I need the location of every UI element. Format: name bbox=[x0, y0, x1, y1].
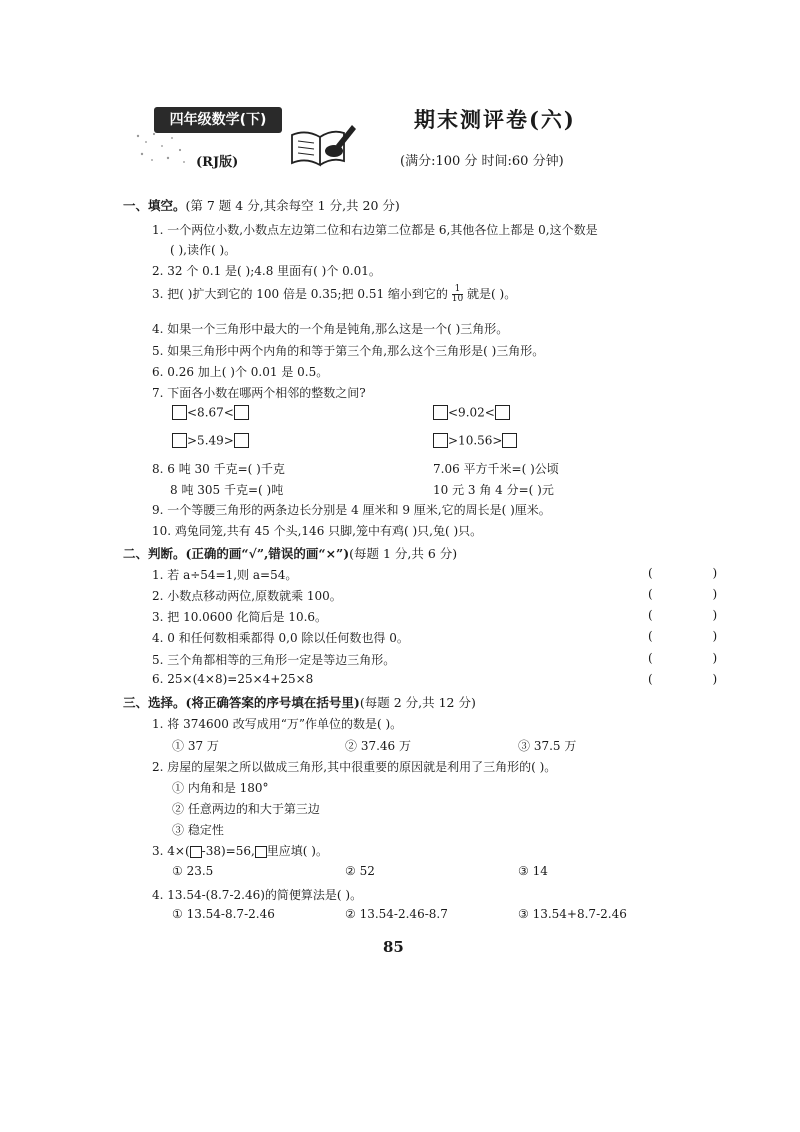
inequality-text: <8.67< bbox=[187, 405, 234, 420]
section-choice-heading bbox=[123, 693, 476, 711]
section-note: (每题 1 分,共 6 分) bbox=[349, 546, 458, 561]
question-3-text-b: 就是( )。 bbox=[467, 287, 517, 301]
answer-box bbox=[172, 405, 187, 420]
answer-box bbox=[502, 433, 517, 448]
answer-box bbox=[433, 405, 448, 420]
question-10: 10. 鸡兔同笼,共有 45 个头,146 只脚,笼中有鸡( )只,兔( )只。 bbox=[152, 524, 483, 538]
section-title: 三、选择。 bbox=[123, 695, 186, 710]
answer-paren: ( ) bbox=[648, 629, 746, 643]
option-1: ① 37 万 bbox=[172, 739, 219, 753]
fraction-denominator: 10 bbox=[451, 294, 464, 304]
score-time-info: (满分:100 分 时间:60 分钟) bbox=[400, 154, 564, 169]
option-3: ③ 13.54+8.7-2.46 bbox=[518, 907, 627, 921]
question-3-text-a: 3. 把( )扩大到它的 100 倍是 0.35;把 0.51 缩小到它的 bbox=[152, 287, 448, 301]
option-1: ① 23.5 bbox=[172, 864, 214, 878]
choice-question-1: 1. 将 374600 改写成用“万”作单位的数是( )。 bbox=[152, 717, 403, 731]
answer-box bbox=[433, 433, 448, 448]
grade-badge: 四年级数学(下) bbox=[154, 107, 282, 133]
section-fill-blank-heading bbox=[123, 196, 400, 214]
judge-item-1: 1. 若 a÷54=1,则 a=54。 bbox=[152, 568, 298, 582]
fraction-numerator: 1 bbox=[452, 285, 463, 295]
answer-paren: ( ) bbox=[648, 566, 746, 580]
question-text: 里应填( )。 bbox=[266, 844, 328, 858]
question-5: 5. 如果三角形中两个内角的和等于第三个角,那么这个三角形是( )三角形。 bbox=[152, 344, 545, 358]
inequality-text: >10.56> bbox=[448, 433, 503, 448]
section-true-false-heading bbox=[123, 544, 457, 562]
question-2: 2. 32 个 0.1 是( );4.8 里面有( )个 0.01。 bbox=[152, 264, 381, 278]
inequality-text: >5.49> bbox=[187, 433, 234, 448]
question-7: 7. 下面各小数在哪两个相邻的整数之间? bbox=[152, 386, 366, 400]
answer-paren: ( ) bbox=[648, 608, 746, 622]
question-text: -38)=56, bbox=[201, 844, 255, 858]
section-instruction: (正确的画“√”,错误的画“×”) bbox=[185, 546, 350, 561]
judge-item-2: 2. 小数点移动两位,原数就乘 100。 bbox=[152, 589, 342, 603]
inequality-3 bbox=[172, 433, 249, 448]
edition-label: (RJ版) bbox=[196, 155, 239, 170]
question-4: 4. 如果一个三角形中最大的一个角是钝角,那么这是一个( )三角形。 bbox=[152, 322, 509, 336]
option-2: ② 52 bbox=[345, 864, 375, 878]
inequality-1 bbox=[172, 405, 249, 420]
fraction-one-tenth bbox=[452, 285, 463, 304]
option-2: ② 13.54-2.46-8.7 bbox=[345, 907, 448, 921]
question-1-line-1: 1. 一个两位小数,小数点左边第二位和右边第二位都是 6,其他各位上都是 0,这个数是 bbox=[152, 223, 598, 237]
option-3: ③ 37.5 万 bbox=[518, 739, 577, 753]
section-title: 一、填空。 bbox=[123, 198, 186, 213]
book-pen-icon bbox=[288, 121, 358, 169]
option-3: ③ 14 bbox=[518, 864, 548, 878]
choice-question-2: 2. 房屋的屋架之所以做成三角形,其中很重要的原因就是利用了三角形的( )。 bbox=[152, 760, 557, 774]
answer-box bbox=[255, 846, 267, 858]
section-note: (每题 2 分,共 12 分) bbox=[359, 695, 476, 710]
answer-paren: ( ) bbox=[648, 672, 746, 686]
answer-box bbox=[190, 846, 202, 858]
question-8-a-right: 7.06 平方千米=( )公顷 bbox=[433, 462, 559, 476]
judge-item-6: 6. 25×(4×8)=25×4+25×8 bbox=[152, 672, 314, 686]
section-instruction: (将正确答案的序号填在括号里) bbox=[185, 695, 360, 710]
question-8-b-right: 10 元 3 角 4 分=( )元 bbox=[433, 483, 554, 497]
question-8-a-left: 8. 6 吨 30 千克=( )千克 bbox=[152, 462, 285, 476]
option-2: ② 37.46 万 bbox=[345, 739, 411, 753]
section-title: 二、判断。 bbox=[123, 546, 186, 561]
inequality-4 bbox=[433, 433, 517, 448]
question-3 bbox=[152, 285, 516, 304]
judge-item-3: 3. 把 10.0600 化简后是 10.6。 bbox=[152, 610, 328, 624]
page-title: 期末测评卷(六) bbox=[414, 107, 576, 132]
question-text: 3. 4×( bbox=[152, 844, 190, 858]
question-1-line-2: ( ),读作( )。 bbox=[170, 243, 237, 257]
page-number: 85 bbox=[383, 938, 404, 956]
question-9: 9. 一个等腰三角形的两条边长分别是 4 厘米和 9 厘米,它的周长是( )厘米。 bbox=[152, 503, 551, 517]
question-6: 6. 0.26 加上( )个 0.01 是 0.5。 bbox=[152, 365, 329, 379]
question-8-b-left: 8 吨 305 千克=( )吨 bbox=[170, 483, 284, 497]
inequality-text: <9.02< bbox=[448, 405, 495, 420]
answer-box bbox=[172, 433, 187, 448]
choice-question-3 bbox=[152, 842, 328, 859]
option-1: ① 13.54-8.7-2.46 bbox=[172, 907, 275, 921]
option-2: ② 任意两边的和大于第三边 bbox=[172, 802, 320, 816]
answer-box bbox=[495, 405, 510, 420]
answer-box bbox=[234, 405, 249, 420]
section-note: (第 7 题 4 分,其余每空 1 分,共 20 分) bbox=[185, 198, 400, 213]
option-3: ③ 稳定性 bbox=[172, 823, 224, 837]
judge-item-5: 5. 三个角都相等的三角形一定是等边三角形。 bbox=[152, 653, 396, 667]
decorative-dots bbox=[132, 128, 192, 168]
answer-paren: ( ) bbox=[648, 651, 746, 665]
answer-box bbox=[234, 433, 249, 448]
choice-question-4: 4. 13.54-(8.7-2.46)的简便算法是( )。 bbox=[152, 888, 363, 902]
judge-item-4: 4. 0 和任何数相乘都得 0,0 除以任何数也得 0。 bbox=[152, 631, 409, 645]
inequality-2 bbox=[433, 405, 510, 420]
answer-paren: ( ) bbox=[648, 587, 746, 601]
option-1: ① 内角和是 180° bbox=[172, 781, 269, 795]
